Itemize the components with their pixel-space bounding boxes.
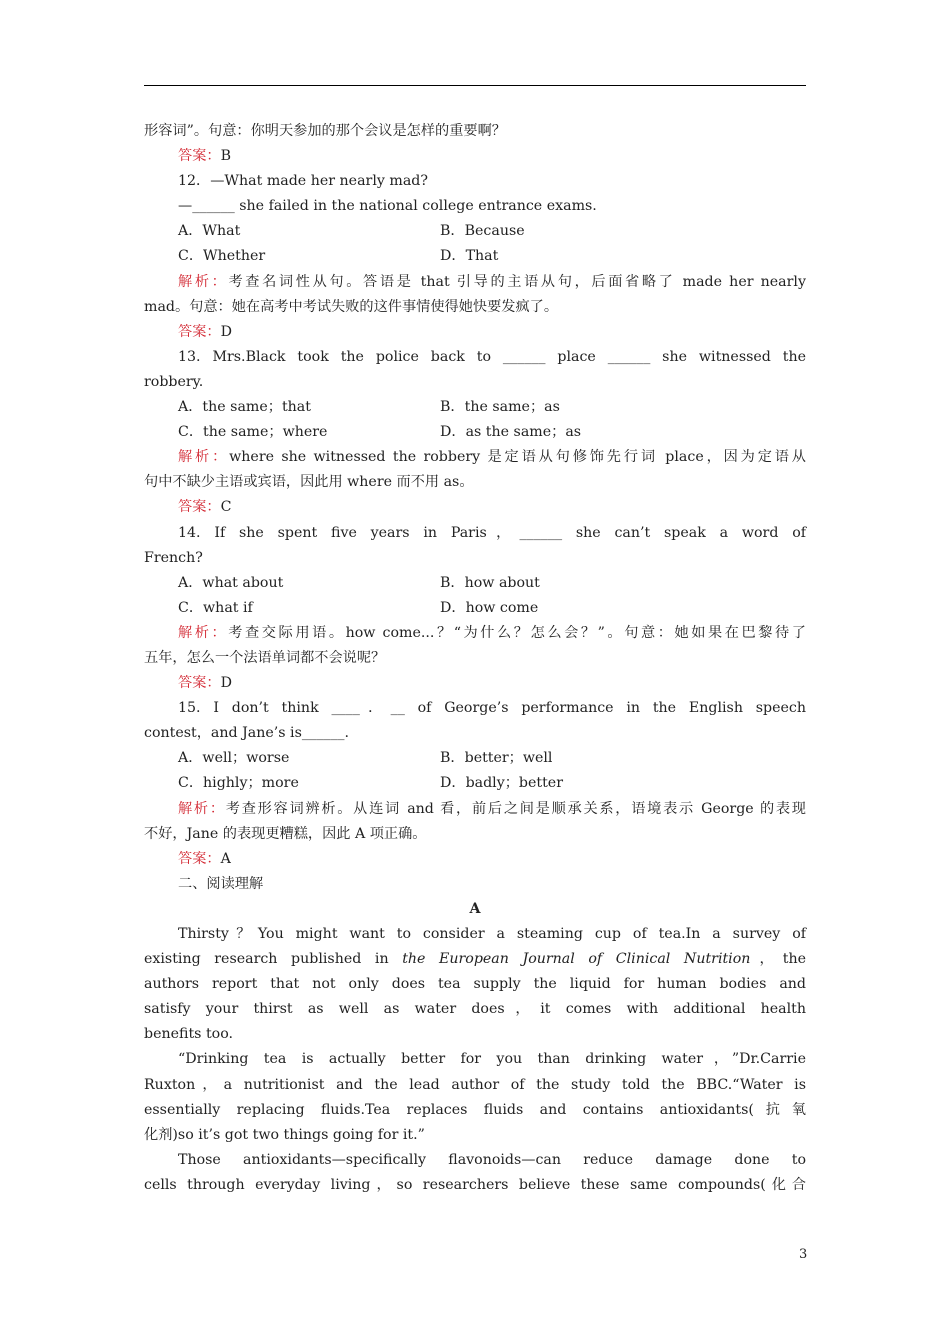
document-body	[144, 119, 806, 1198]
option-c: C．Whether	[178, 248, 266, 265]
option-b: B．the same；as	[440, 399, 560, 416]
paragraph-line: Thirsty？You might want to consider a steaming cup of tea.In a survey of	[178, 926, 806, 942]
explanation-label: 解析：	[178, 800, 226, 817]
options-row	[144, 746, 806, 771]
answer-line	[144, 495, 806, 520]
question-15: 15. I don’t think ____．__ of George’s performance in the English speech	[178, 700, 806, 717]
question-13-cont: robbery.	[144, 373, 204, 390]
paragraph-line: benefits too.	[144, 1026, 234, 1043]
options-row	[144, 420, 806, 445]
option-d: D．as the same；as	[440, 424, 582, 441]
explanation-text: 考查交际用语。how come...？“为什么？怎么会？”。句意：她如果在巴黎待了	[228, 624, 806, 641]
answer-line	[144, 144, 806, 169]
paragraph-line: “Drinking tea is actually better for you than drinking water，”Dr.Carrie	[178, 1051, 806, 1068]
option-a: A．well；worse	[178, 750, 290, 767]
answer-value: A	[220, 850, 231, 867]
options-row	[144, 395, 806, 420]
explanation-label: 解析：	[178, 273, 229, 290]
answer-value: C	[220, 499, 232, 516]
question-15-cont: contest，and Jane’s is______.	[144, 725, 349, 742]
paragraph-line: essentially replacing fluids.Tea replaces fluids and contains antioxidants(抗氧	[144, 1101, 806, 1118]
explanation-line: mad。句意：她在高考中考试失败的这件事情使得她快要发疯了。	[144, 298, 559, 315]
answer-label: 答案：	[178, 675, 221, 692]
options-row	[144, 244, 806, 269]
option-a: A．What	[178, 223, 241, 240]
paragraph-line: authors report that not only does tea supply the liquid for human bodies and	[144, 976, 806, 993]
explanation-line: 五年，怎么一个法语单词都不会说呢？	[144, 649, 386, 666]
option-d: D．That	[440, 248, 499, 265]
answer-value: D	[220, 675, 232, 692]
option-a: A．what about	[178, 574, 284, 591]
question-13: 13. Mrs.Black took the police back to ______ place ______ she witnessed the	[178, 348, 806, 365]
explanation-line	[144, 621, 806, 646]
answer-line	[144, 320, 806, 345]
explanation-line	[144, 797, 806, 822]
header-rule	[144, 85, 806, 86]
option-b: B．better；well	[440, 750, 553, 767]
question-14-cont: French?	[144, 549, 203, 566]
answer-label: 答案：	[178, 499, 221, 516]
paragraph-text: ，the	[750, 951, 806, 968]
answer-line	[144, 671, 806, 696]
section-heading: 二、阅读理解	[178, 875, 264, 892]
passage-title: A	[469, 900, 481, 917]
question-14: 14. If she spent five years in Paris，______ she can’t speak a word of	[178, 524, 806, 541]
text-line: 形容词”。句意：你明天参加的那个会议是怎样的重要啊？	[144, 123, 506, 139]
answer-line	[144, 847, 806, 872]
paragraph-line	[144, 947, 806, 972]
paragraph-line: cells through everyday living，so researchers believe these same compounds(化合	[144, 1176, 806, 1193]
paragraph-text: existing research published in	[144, 951, 403, 968]
option-d: D．how come	[440, 599, 539, 616]
explanation-line: 不好，Jane 的表现更糟糕，因此 A 项正确。	[144, 825, 427, 842]
options-row	[144, 571, 806, 596]
paragraph-line: Ruxton，a nutritionist and the lead author of the study told the BBC.“Water is	[144, 1076, 806, 1093]
option-b: B．how about	[440, 574, 540, 591]
question-12: 12．—What made her nearly mad?	[178, 173, 428, 190]
explanation-text: where she witnessed the robbery 是定语从句修饰先行词 place，因为定语从	[229, 449, 806, 466]
explanation-line: 句中不缺少主语或宾语，因此用 where 而不用 as。	[144, 474, 474, 491]
answer-label: 答案：	[178, 850, 221, 867]
answer-label: 答案：	[178, 148, 221, 165]
explanation-text: 考查形容词辨析。从连词 and 看，前后之间是顺承关系，语境表示 George 的表现	[225, 800, 806, 817]
paragraph-line: satisfy your thirst as well as water does，it comes with additional health	[144, 1001, 806, 1018]
explanation-label: 解析：	[178, 624, 229, 641]
option-a: A．the same；that	[178, 399, 311, 416]
explanation-text: 考查名词性从句。答语是 that 引导的主语从句，后面省略了 made her nearly	[228, 273, 806, 290]
page-number: 3	[799, 1247, 808, 1262]
option-c: C．what if	[178, 599, 253, 616]
options-row	[144, 219, 806, 244]
option-b: B．Because	[440, 223, 525, 240]
answer-value: B	[220, 148, 232, 165]
explanation-line	[144, 445, 806, 470]
option-c: C．highly；more	[178, 775, 299, 792]
paragraph-line: Those antioxidants—specifically flavonoids—can reduce damage done to	[178, 1151, 806, 1168]
option-c: C．the same；where	[178, 424, 328, 441]
explanation-line	[144, 270, 806, 295]
explanation-label: 解析：	[178, 449, 230, 466]
question-12-response: —______ she failed in the national college entrance exams.	[178, 198, 597, 215]
journal-title: the European Journal of Clinical Nutrition	[402, 951, 751, 968]
answer-label: 答案：	[178, 323, 221, 340]
options-row	[144, 596, 806, 621]
answer-value: D	[220, 323, 232, 340]
option-d: D．badly；better	[440, 775, 563, 792]
paragraph-line: 化剂)so it’s got two things going for it.”	[144, 1126, 425, 1143]
options-row	[144, 771, 806, 796]
